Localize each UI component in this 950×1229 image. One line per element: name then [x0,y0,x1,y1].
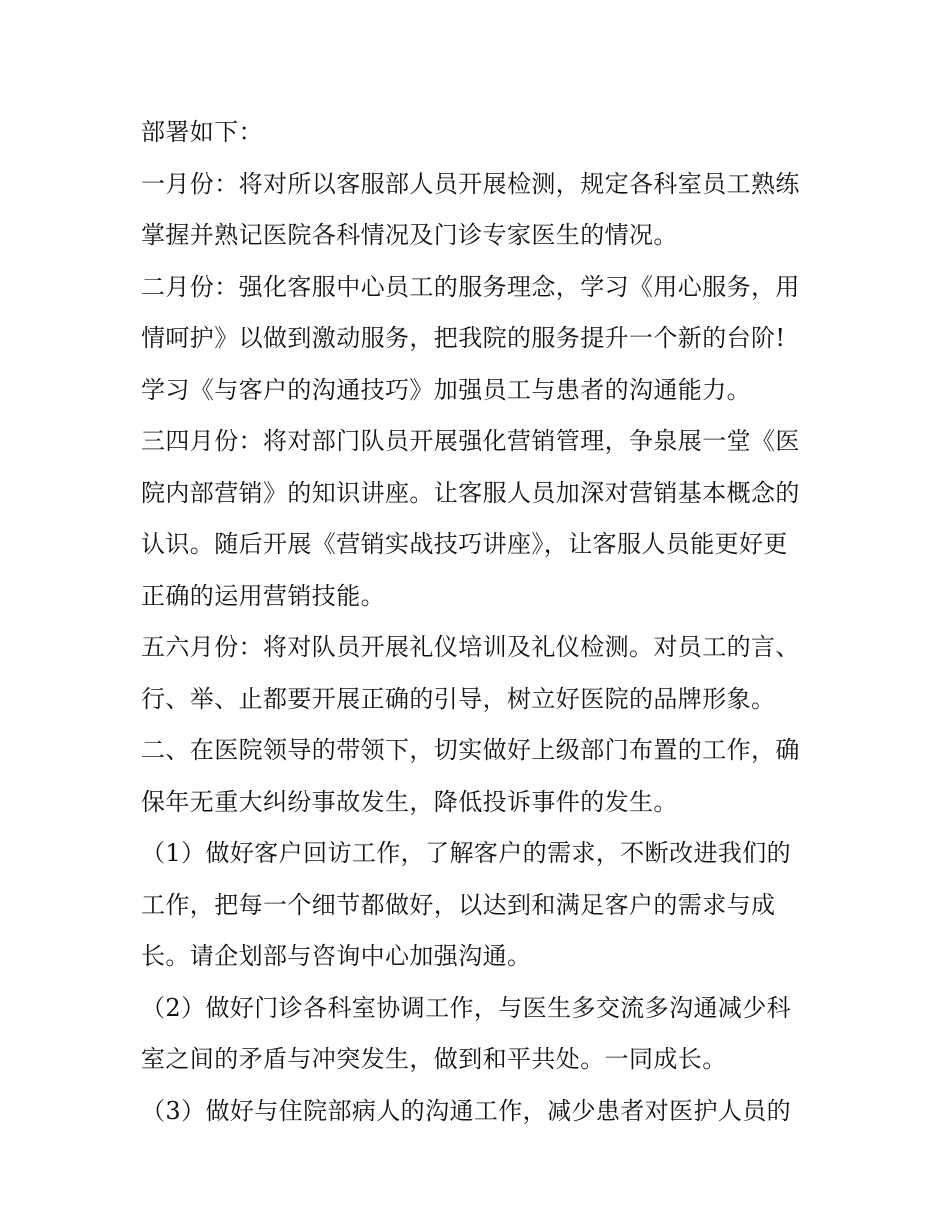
text-line: 三四月份：将对部门队员开展强化营销管理，争泉展一堂《医 [141,427,800,455]
text-line: 二、在医院领导的带领下，切实做好上级部门布置的工作，确 [141,736,800,764]
text-line: （1）做好客户回访工作，了解客户的需求，不断改进我们的 [141,839,792,867]
text-line: 正确的运用营销技能。 [141,581,385,610]
text-line: 工作，把每一个细节都做好，以达到和满足客户的需求与成 [141,890,776,919]
text-line: 五六月份：将对队员开展礼仪培训及礼仪检测。对员工的言、 [141,633,800,661]
text-line: 院内部营销》的知识讲座。让客服人员加深对营销基本概念的 [141,478,800,507]
document-body [141,107,821,1137]
text-line: （2）做好门诊各科室协调工作，与医生多交流多沟通减少科 [141,993,792,1022]
text-line: （3）做好与住院部病人的沟通工作，减少患者对医护人员的 [141,1096,792,1125]
text-line: 二月份：强化客服中心员工的服务理念，学习《用心服务，用 [141,272,800,301]
text-line: 部署如下： [141,118,263,146]
text-line: 保年无重大纠纷事故发生，降低投诉事件的发生。 [141,787,678,816]
text-line: 情呵护》以做到激动服务，把我院的服务提升一个新的台阶! [141,324,786,352]
text-line: 掌握并熟记医院各科情况及门诊专家医生的情况。 [141,221,678,249]
text-line: 长。请企划部与咨询中心加强沟通。 [141,942,532,970]
text-line: 室之间的矛盾与冲突发生，做到和平共处。一同成长。 [141,1045,727,1073]
text-line: 认识。随后开展《营销实战技巧讲座》，让客服人员能更好更 [141,530,788,558]
text-line: 行、举、止都要开展正确的引导，树立好医院的品牌形象。 [141,684,776,713]
text-line: 学习《与客户的沟通技巧》加强员工与患者的沟通能力。 [141,375,751,404]
text-line: 一月份：将对所以客服部人员开展检测，规定各科室员工熟练 [141,169,800,198]
